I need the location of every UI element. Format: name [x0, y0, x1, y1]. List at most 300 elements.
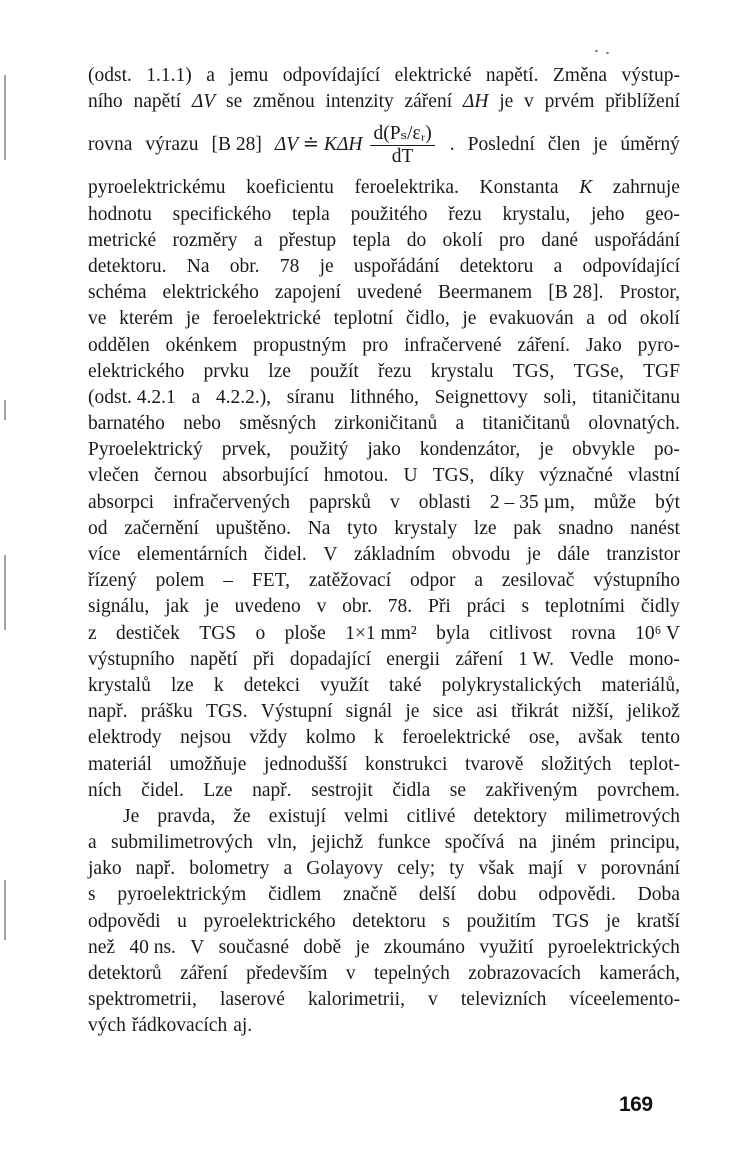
word: infračervených	[173, 491, 291, 513]
word: v	[389, 491, 400, 513]
word: lithného,	[350, 386, 419, 408]
word: kalorimetrii,	[308, 989, 405, 1011]
scan-edge-artifact	[4, 880, 6, 940]
word: okénkem	[165, 334, 238, 356]
word: napětí.	[485, 65, 539, 86]
word: ního	[88, 91, 123, 113]
word: evakuován	[489, 308, 574, 330]
word: prášku	[140, 701, 193, 723]
word: je	[319, 255, 334, 277]
word: v	[316, 596, 327, 618]
word: v	[577, 858, 587, 880]
word: je	[355, 936, 370, 958]
word: je	[526, 544, 541, 565]
word: tranzistor	[606, 544, 680, 565]
word: Konstanta	[479, 177, 559, 199]
word: po-	[653, 439, 680, 461]
word: detektoru	[459, 255, 534, 277]
word: v	[345, 963, 356, 984]
word: lze	[170, 674, 194, 696]
word: hmotou.	[323, 465, 389, 487]
scan-speck	[595, 50, 598, 52]
word: víceelemento-	[569, 989, 680, 1011]
text-line	[88, 385, 680, 411]
text-line	[88, 254, 680, 280]
fraction-numerator: d(Pₛ/εᵣ)	[370, 123, 434, 146]
word: Je	[123, 805, 140, 827]
text-line	[88, 89, 680, 115]
word: prvek,	[221, 439, 271, 461]
word: a	[253, 229, 263, 251]
word: aj.	[233, 1015, 253, 1037]
word: pyroelektrického	[203, 910, 336, 932]
word: obr.	[342, 596, 372, 618]
text-line	[88, 621, 680, 647]
word: u	[177, 910, 187, 932]
word: především	[246, 963, 328, 984]
word: citlivé	[406, 805, 456, 827]
word: (odst. 4.2.1	[88, 386, 176, 408]
word: řezu	[448, 203, 482, 225]
word: práci	[466, 596, 506, 618]
word: a	[586, 308, 595, 330]
word: byla	[436, 622, 470, 644]
word: odpovídající	[282, 65, 381, 86]
word: záření	[180, 963, 228, 984]
text-line	[88, 778, 680, 804]
word: však	[478, 858, 515, 880]
text-line	[88, 725, 680, 751]
word: a	[206, 65, 215, 86]
word: Doba	[637, 884, 680, 906]
word: přiblížení	[605, 91, 680, 113]
word: elektrody	[88, 727, 162, 749]
word: [B 28]	[211, 134, 262, 156]
word: výrazu	[145, 134, 199, 156]
word: je	[499, 91, 514, 113]
word: začernění	[124, 517, 199, 539]
word: kolmo	[305, 727, 356, 749]
scan-edge-artifact	[4, 75, 6, 160]
word: krystalů	[88, 674, 151, 696]
word: spektrometrii,	[88, 989, 197, 1011]
word: uspořádání	[353, 255, 440, 277]
word: tepla	[352, 229, 391, 251]
word: sestrojit	[311, 779, 373, 801]
word: TGS,	[512, 360, 555, 382]
word: teplotní	[333, 308, 394, 330]
word: dané	[541, 229, 579, 251]
text-line	[88, 594, 680, 620]
word: složitých	[541, 753, 612, 775]
word: polykrystalických	[441, 674, 582, 696]
word: mono-	[628, 648, 680, 670]
word: spočívá	[444, 832, 505, 854]
word: se	[225, 91, 243, 113]
word: čidlo,	[405, 308, 450, 330]
word: Na	[186, 255, 210, 277]
word: pravda,	[157, 805, 216, 827]
word: jejichž	[311, 832, 364, 854]
word: také	[389, 674, 422, 696]
word: krystalu,	[502, 203, 571, 225]
word: TGS	[199, 622, 237, 644]
word: využití	[479, 936, 534, 958]
word: delší	[418, 884, 456, 906]
text-line	[88, 568, 680, 594]
text-line	[88, 673, 680, 699]
word: existují	[268, 805, 327, 827]
word: zkoumáno	[383, 936, 466, 958]
word: uspořádání	[594, 229, 680, 251]
word: mají	[528, 858, 563, 880]
word: o	[255, 622, 266, 644]
word: Při	[428, 596, 451, 618]
word: specifického	[172, 203, 272, 225]
fraction-denominator: dT	[391, 145, 414, 167]
text-line	[88, 987, 680, 1013]
word: Jako	[585, 334, 622, 356]
word: 4.2.2.),	[215, 386, 272, 408]
word: tyto	[347, 517, 378, 539]
word: rovna	[571, 622, 616, 644]
word: značně	[342, 884, 398, 906]
word: napětí	[133, 91, 182, 113]
word: 1×1 mm²	[345, 622, 417, 644]
text-line	[88, 542, 680, 568]
word: kondenzátor,	[419, 439, 521, 461]
word: hodnotu	[88, 203, 152, 225]
word: kamerách,	[599, 963, 680, 984]
text-line	[88, 647, 680, 673]
word: se	[449, 779, 467, 801]
word: je	[204, 596, 219, 618]
word: výstup-	[621, 65, 680, 86]
word: době	[303, 936, 342, 958]
word: dále	[557, 544, 590, 565]
word: submilimetrových	[110, 832, 253, 854]
word: infračervené	[404, 334, 502, 356]
word: může	[593, 491, 637, 513]
word: z	[88, 622, 97, 644]
word: soli,	[543, 386, 577, 408]
word: K	[579, 177, 593, 199]
word: využít	[320, 674, 369, 696]
word: jemu	[229, 65, 269, 86]
word: záření	[404, 91, 453, 113]
word: 1.1.1)	[146, 65, 192, 86]
word: Golayovy	[306, 858, 384, 880]
word: více	[88, 544, 121, 565]
word: řízený	[88, 570, 137, 592]
word: detektory	[473, 805, 548, 827]
word: ose,	[528, 727, 560, 749]
word: Pyroelektrický	[88, 439, 203, 461]
word: FET,	[251, 570, 290, 592]
word: Beermanem	[438, 282, 533, 304]
text-line	[88, 63, 680, 89]
word: do	[406, 229, 427, 251]
text-line	[88, 830, 680, 856]
word: tento	[640, 727, 680, 749]
word: oddělen	[88, 334, 150, 356]
word: síranu	[286, 386, 335, 408]
word: citlivost	[489, 622, 552, 644]
word: 78.	[387, 596, 413, 618]
word: ty	[449, 858, 465, 880]
word: energii	[386, 648, 441, 670]
word: a	[283, 858, 293, 880]
word: signál	[345, 701, 393, 723]
word: lze	[473, 517, 497, 539]
word: výstupního	[88, 648, 175, 670]
word: napětí	[189, 648, 238, 670]
word: odpor	[409, 570, 456, 592]
word: schéma	[88, 282, 147, 304]
word: pyroelektrickým	[117, 884, 247, 906]
word: paprsků	[309, 491, 371, 513]
word: třikrát	[511, 701, 559, 723]
word: zapojení	[274, 282, 341, 304]
word: ploše	[284, 622, 326, 644]
word: TGF	[643, 360, 680, 382]
equation	[275, 115, 437, 175]
scan-edge-artifact	[4, 400, 6, 420]
text-line	[88, 411, 680, 437]
word: zatěžovací	[308, 570, 392, 592]
word: Výstupní	[260, 701, 333, 723]
word: velmi	[344, 805, 389, 827]
word: lze	[268, 360, 291, 382]
word: funkce	[377, 832, 431, 854]
word: Seignettovy	[434, 386, 528, 408]
word: oblasti	[418, 491, 471, 513]
word: .	[449, 134, 455, 156]
word: Poslední	[467, 134, 535, 156]
scan-edge-artifact	[4, 555, 6, 630]
word: kratší	[636, 910, 680, 932]
word: pak	[513, 517, 542, 539]
word: uvedené	[357, 282, 422, 304]
word: (odst.	[88, 65, 132, 86]
word: vlastní	[627, 465, 680, 487]
word: teplotními	[544, 596, 626, 618]
word: černou	[153, 465, 208, 487]
word: současné	[218, 936, 289, 958]
text-line	[88, 359, 680, 385]
word: od	[607, 308, 628, 330]
word: 78	[279, 255, 300, 277]
text-line	[88, 280, 680, 306]
word: –	[223, 570, 233, 592]
word: jak	[165, 596, 189, 618]
word: detekci	[243, 674, 300, 696]
word: feroelektrické	[402, 727, 511, 749]
word: 2 – 35 µm,	[489, 491, 575, 513]
text-line	[88, 437, 680, 463]
body-text	[88, 63, 680, 1040]
word: vln,	[267, 832, 297, 854]
word: použitý	[289, 439, 349, 461]
word: okolí	[442, 229, 483, 251]
word: polem	[155, 570, 205, 592]
word: krystaly	[394, 517, 458, 539]
word: jako	[88, 858, 122, 880]
word: přestup	[278, 229, 337, 251]
word: snadno	[558, 517, 614, 539]
word: uvedeno	[234, 596, 301, 618]
word: vždy	[249, 727, 288, 749]
word: čidel.	[141, 779, 184, 801]
text-line	[88, 175, 680, 201]
word: s	[521, 596, 530, 618]
word: a	[474, 570, 484, 592]
word: feroelektrické	[212, 308, 321, 330]
text-line	[88, 804, 680, 830]
word: TGS	[552, 910, 590, 932]
word: jednodušší	[264, 753, 348, 775]
word: řádkovacích	[131, 1015, 228, 1037]
word: laserové	[219, 989, 285, 1011]
word: člen	[547, 134, 581, 156]
word: rozměry	[172, 229, 238, 251]
text-line	[88, 909, 680, 935]
word: tepla	[291, 203, 330, 225]
text-line	[88, 699, 680, 725]
word: zobrazovacích	[468, 963, 581, 984]
word: v	[524, 91, 534, 113]
word: bolometry	[189, 858, 270, 880]
word: titaničitanu	[592, 386, 680, 408]
word: jiném	[551, 832, 596, 854]
word: zahrnuje	[612, 177, 680, 199]
word: upuštěno.	[215, 517, 291, 539]
word: s	[442, 910, 450, 932]
word: 40 ns.	[129, 936, 176, 958]
word: Změna	[552, 65, 608, 86]
text-line	[88, 228, 680, 254]
word: řezu	[377, 360, 412, 382]
word: TGS,	[432, 465, 475, 487]
word: použitím	[466, 910, 536, 932]
word: vlečen	[88, 465, 139, 487]
word: rovna	[88, 134, 133, 156]
word: U	[403, 465, 418, 487]
word: čidlem	[268, 884, 322, 906]
word: elektrického	[88, 360, 185, 382]
word: olovnatých.	[588, 413, 680, 435]
word: cely;	[397, 858, 436, 880]
word: jelikož	[626, 701, 680, 723]
word: koeficientu	[246, 177, 334, 199]
word: tepelných	[374, 963, 450, 984]
text-line	[88, 752, 680, 778]
word: ve	[88, 308, 107, 330]
word: čidla	[392, 779, 431, 801]
text-line	[88, 1013, 680, 1039]
word: metrické	[88, 229, 157, 251]
word: v	[428, 989, 438, 1011]
equation-lhs: ΔV ≐ KΔH	[274, 134, 363, 156]
word: např.	[88, 701, 128, 723]
word: změnou	[253, 91, 315, 113]
word: nanést	[630, 517, 680, 539]
word: kterém	[119, 308, 174, 330]
word: zesilovač	[501, 570, 575, 592]
page-number: 169	[619, 1093, 653, 1116]
word: sice	[432, 701, 463, 723]
word: dopadající	[289, 648, 372, 670]
word: milimetrových	[565, 805, 680, 827]
word: feroelektrika.	[354, 177, 459, 199]
word: barnatého	[88, 413, 165, 435]
text-line	[88, 516, 680, 542]
text-line	[88, 333, 680, 359]
fraction	[370, 123, 434, 168]
word: pro	[498, 229, 525, 251]
word: elektrického	[162, 282, 259, 304]
word: titaničitanů	[482, 413, 571, 435]
word: že	[233, 805, 251, 827]
word: pro	[362, 334, 389, 356]
word: použít	[310, 360, 359, 382]
text-line	[88, 306, 680, 332]
word: a	[553, 255, 563, 277]
word: a	[88, 832, 97, 854]
word: ΔV	[191, 91, 216, 113]
word: Prostor,	[619, 282, 680, 304]
word: teplot-	[629, 753, 680, 775]
word: 1 W.	[518, 648, 555, 670]
word: je	[605, 910, 620, 932]
word: čidly	[640, 596, 680, 618]
word: konstrukci	[365, 753, 448, 775]
word: intenzity	[325, 91, 394, 113]
word: jeho	[590, 203, 625, 225]
word: okolí	[639, 308, 680, 330]
text-line	[88, 856, 680, 882]
word: dobu	[477, 884, 517, 906]
word: pyroelektrických	[547, 936, 680, 958]
word: prvém	[544, 91, 595, 113]
word: čidel.	[264, 544, 307, 565]
word: elementárních	[137, 544, 248, 565]
word: je	[462, 308, 477, 330]
word: k	[213, 674, 224, 696]
word: geo-	[645, 203, 680, 225]
word: [B 28].	[548, 282, 604, 304]
word: při	[252, 648, 275, 670]
word: od	[88, 517, 108, 539]
word: pyro-	[637, 334, 680, 356]
text-line	[88, 882, 680, 908]
word: je	[593, 134, 608, 156]
word: V	[190, 936, 205, 958]
word: použitého	[350, 203, 428, 225]
word: např.	[252, 779, 292, 801]
word: vých	[88, 1015, 126, 1037]
word: principu,	[610, 832, 680, 854]
word: detektoru	[352, 910, 426, 932]
word: krystalu	[430, 360, 494, 382]
word: prvku	[203, 360, 250, 382]
word: absorpci	[88, 491, 155, 513]
word: význačné	[539, 465, 613, 487]
word: je	[185, 308, 200, 330]
word: nejsou	[180, 727, 231, 749]
word: záření.	[517, 334, 571, 356]
word: je	[539, 439, 554, 461]
